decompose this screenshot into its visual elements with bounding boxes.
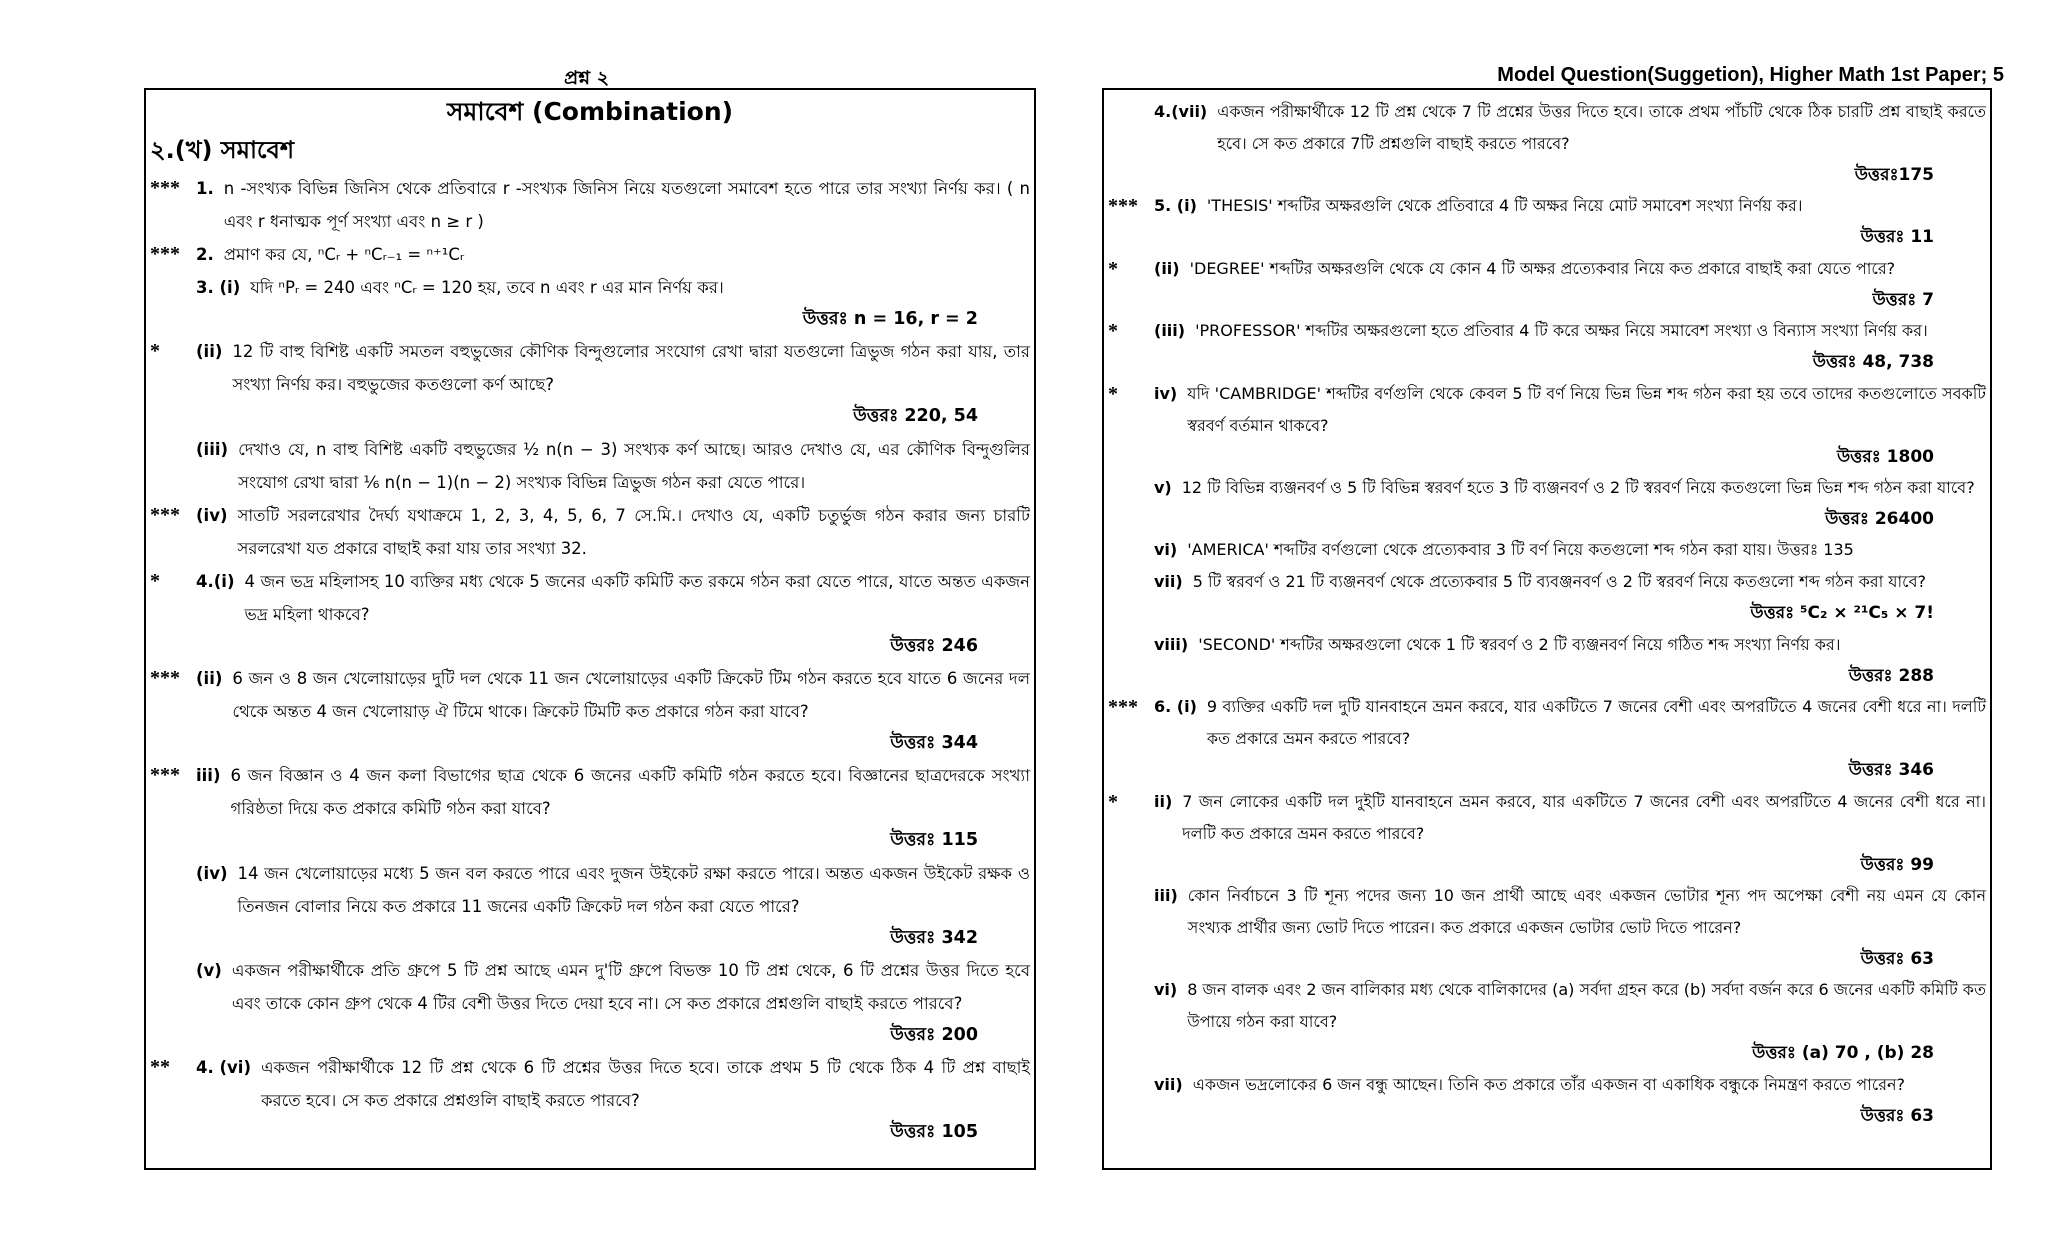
question-item — [150, 172, 1030, 238]
question-text: 'AMERICA' শব্দটির বর্ণগুলো থেকে প্রত্যেকবার 3 টি বর্ণ নিয়ে কতগুলো শব্দ গঠন করা যায়। উত্তরঃ 135 — [1187, 540, 1854, 560]
question-item — [150, 759, 1030, 825]
question-item — [150, 433, 1030, 499]
question-text: 'THESIS' শব্দটির অক্ষরগুলি থেকে প্রতিবারে 4 টি অক্ষর নিয়ে মোট সমাবেশ সংখ্যা নির্ণয় কর। — [1206, 196, 1803, 216]
importance-mark: *** — [150, 764, 180, 787]
question-number: 4.(i) — [196, 571, 235, 591]
answer-text: উত্তরঃ 246 — [890, 635, 978, 656]
answer-text: উত্তরঃ175 — [1854, 165, 1934, 185]
importance-mark: * — [1108, 257, 1118, 280]
question-text: n -সংখ্যক বিভিন্ন জিনিস থেকে প্রতিবারে r -সংখ্যক জিনিস নিয়ে যতগুলো সমাবেশ হতে পারে তার সংখ্যা নির্ণয় কর। ( n এবং r ধনাত্মক পূর্ণ সংখ্যা এবং n ≥ r ) — [223, 179, 1030, 231]
question-item — [150, 662, 1030, 728]
importance-mark: * — [150, 340, 160, 363]
question-number: (v) — [196, 961, 222, 981]
question-text: 'DEGREE' শব্দটির অক্ষরগুলি থেকে যে কোন 4 টি অক্ষর প্রত্যেকবার নিয়ে কত প্রকারে বাছাই করা যেতে পারে? — [1189, 258, 1896, 278]
question-number: ii) — [1154, 791, 1173, 811]
answer-text: উত্তরঃ 26400 — [1825, 509, 1934, 530]
question-text: 9 ব্যক্তির একটি দল দুটি যানবাহনে ভ্রমন করবে, যার একটিতে 7 জনের বেশী এবং অপরটিতে 4 জনের বেশী ধরে না। দলটি কত প্রকারে ভ্রমন করতে পারবে? — [1206, 697, 1987, 749]
right-question-list — [1108, 96, 1986, 1131]
answer-text: উত্তরঃ 7 — [1872, 289, 1934, 310]
answer-text: উত্তরঃ 115 — [890, 830, 978, 851]
question-item — [1108, 96, 1986, 160]
question-item — [1108, 190, 1986, 222]
answer-text: উত্তরঃ 1800 — [1836, 446, 1934, 467]
question-item — [150, 499, 1030, 565]
question-item — [150, 954, 1030, 1020]
section-title: সমাবেশ (Combination) — [446, 97, 734, 126]
question-item — [1108, 1069, 1986, 1101]
answer-text: উত্তরঃ 48, 738 — [1812, 352, 1934, 373]
answer-text: উত্তরঃ (a) 70 , (b) 28 — [1752, 1043, 1934, 1064]
question-text: 7 জন লোকের একটি দল দুইটি যানবাহনে ভ্রমন করবে, যার একটিতে 7 জনের বেশী এবং অপরটিতে 4 জনের বেশী ধরে না। দলটি কত প্রকারে ভ্রমন করতে পারবে? — [1182, 791, 1986, 843]
question-item — [150, 238, 1030, 271]
question-number: 3. (i) — [196, 278, 241, 297]
answer-text: উত্তরঃ 288 — [1848, 665, 1934, 686]
answer-text: উত্তরঃ 344 — [890, 733, 978, 754]
question-item — [150, 1051, 1030, 1117]
question-item — [150, 271, 1030, 304]
question-number: iii) — [1154, 886, 1178, 906]
question-number: 4.(vii) — [1154, 102, 1208, 121]
section-subtitle: ২.(খ) সমাবেশ — [150, 136, 295, 164]
left-column — [144, 88, 1036, 1170]
question-text: প্রমাণ কর যে, ⁿCᵣ + ⁿCᵣ₋₁ = ⁿ⁺¹Cᵣ — [223, 245, 465, 264]
question-text: 12 টি বাহু বিশিষ্ট একটি সমতল বহুভুজের কৌণিক বিন্দুগুলোর সংযোগ রেখা দ্বারা যতগুলো ত্রিভুজ গঠন করা যায়, তার সংখ্যা নির্ণয় কর। বহুভুজের কতগুলো কর্ণ আছে? — [232, 342, 1030, 395]
question-item — [1108, 378, 1986, 442]
question-text: 4 জন ভদ্র মহিলাসহ 10 ব্যক্তির মধ্য থেকে 5 জনের একটি কমিটি কত রকমে গঠন করা যেতে পারে, যাতে অন্তত একজন ভদ্র মহিলা থাকবে? — [244, 571, 1030, 624]
question-text: একজন ভদ্রলোকের 6 জন বন্ধু আছেন। তিনি কত প্রকারে তাঁর একজন বা একাধিক বন্ধুকে নিমন্ত্রণ করতে পারেন? — [1192, 1074, 1906, 1094]
question-number: (ii) — [196, 669, 223, 689]
question-text: 6 জন ও 8 জন খেলোয়াড়ের দুটি দল থেকে 11 জন খেলোয়াড়ের একটি ক্রিকেট টিম গঠন করতে হবে যাতে 6 জনের দল থেকে অন্তত 4 জন খেলোয়াড় ঐ টিমে থাকে। ক্রিকেট টিমটি কত প্রকারে গঠন করা যাবে? — [232, 669, 1030, 722]
question-text: একজন পরীক্ষার্থীকে 12 টি প্রশ্ন থেকে 7 টি প্রশ্নের উত্তর দিতে হবে। তাকে প্রথম পাঁচটি থেকে ঠিক চারটি প্রশ্ন বাছাই করতে হবে। সে কত প্রকারে 7টি প্রশ্নগুলি বাছাই করতে পারবে? — [1217, 102, 1986, 153]
question-item — [1108, 786, 1986, 850]
answer-text: উত্তরঃ ⁵C₂ × ²¹C₅ × 7! — [1750, 603, 1934, 624]
question-item — [150, 565, 1030, 631]
question-number: vii) — [1154, 1074, 1183, 1094]
question-text: একজন পরীক্ষার্থীকে 12 টি প্রশ্ন থেকে 6 টি প্রশ্নের উত্তর দিতে হবে। তাকে প্রথম 5 টি থেকে ঠিক 4 টি প্রশ্ন বাছাই করতে হবে। সে কত প্রকারে প্রশ্নগুলি বাছাই করতে পারবে? — [261, 1058, 1030, 1111]
importance-mark: * — [1108, 790, 1118, 813]
importance-mark: *** — [1108, 195, 1138, 218]
importance-mark: * — [1108, 320, 1118, 343]
question-number: v) — [1154, 478, 1172, 498]
question-text: 'SECOND' শব্দটির অক্ষরগুলো থেকে 1 টি স্বরবর্ণ ও 2 টি ব্যঞ্জনবর্ণ নিয়ে গঠিত শব্দ সংখ্যা নির্ণয় কর। — [1198, 634, 1841, 654]
page-header-right: Model Question(Suggetion), Higher Math 1st Paper; 5 — [1497, 64, 2004, 86]
question-number: 5. (i) — [1154, 196, 1197, 216]
importance-mark: *** — [150, 243, 180, 265]
answer-text: উত্তরঃ 11 — [1860, 227, 1934, 248]
question-number: iii) — [196, 766, 221, 786]
question-item — [1108, 974, 1986, 1038]
question-item — [1108, 472, 1986, 504]
answer-text: উত্তরঃ 346 — [1848, 760, 1934, 781]
question-item — [1108, 534, 1986, 566]
question-number: 2. — [196, 245, 214, 264]
importance-mark: *** — [150, 177, 180, 199]
answer-text: উত্তরঃ 105 — [890, 1122, 978, 1143]
page-header-left: প্রশ্ন ২ — [564, 67, 610, 89]
question-item — [1108, 315, 1986, 347]
question-item — [1108, 691, 1986, 755]
question-item — [1108, 880, 1986, 944]
question-text: 5 টি স্বরবর্ণ ও 21 টি ব্যঞ্জনবর্ণ থেকে প্রত্যেকবার 5 টি ব্যবঞ্জনবর্ণ ও 2 টি স্বরবর্ণ নিয়ে কতগুলো শব্দ গঠন করা যাবে? — [1192, 572, 1926, 592]
answer-text: উত্তরঃ 99 — [1860, 854, 1934, 875]
answer-text: উত্তরঃ 63 — [1860, 949, 1934, 970]
question-item — [1108, 566, 1986, 598]
importance-mark: ** — [150, 1056, 170, 1079]
question-number: vi) — [1154, 980, 1178, 1000]
question-number: 6. (i) — [1154, 697, 1197, 717]
question-number: 4. (vi) — [196, 1058, 251, 1078]
question-number: viii) — [1154, 634, 1189, 654]
question-number: iv) — [1154, 383, 1178, 403]
question-number: vii) — [1154, 572, 1183, 592]
question-text: দেখাও যে, n বাহু বিশিষ্ট একটি বহুভুজের ½ n(n − 3) সংখ্যক কর্ণ আছে। আরও দেখাও যে, এর কৌণিক বিন্দুগুলির সংযোগ রেখা দ্বারা ⅙ n(n − 1)(n − 2) সংখ্যক বিভিন্ন ত্রিভুজ গঠন করা যেতে পারে। — [238, 439, 1030, 492]
answer-text: উত্তরঃ 200 — [890, 1025, 978, 1046]
question-text: 14 জন খেলোয়াড়ের মধ্যে 5 জন বল করতে পারে এবং দুজন উইকেট রক্ষা করতে পারে। অন্তত একজন উইকেট রক্ষক ও তিনজন বোলার নিয়ে কত প্রকারে 11 জনের একটি ক্রিকেট দল গঠন করা যেতে পারে? — [237, 863, 1030, 916]
answer-text: উত্তরঃ 342 — [890, 927, 978, 948]
question-text: একজন পরীক্ষার্থীকে প্রতি গ্রুপে 5 টি প্রশ্ন আছে এমন দু'টি গ্রুপে বিভক্ত 10 টি প্রশ্ন থেকে, 6 টি প্রশ্নের উত্তর দিতে হবে এবং তাকে কোন গ্রুপ থেকে 4 টির বেশী উত্তর দিতে দেয়া হবে না। সে কত প্রকারে প্রশ্নগুলি বাছাই করতে পারবে? — [231, 961, 1030, 1014]
answer-text: উত্তরঃ 63 — [1860, 1105, 1934, 1126]
question-item — [1108, 629, 1986, 661]
question-number: (iii) — [196, 439, 229, 459]
question-text: যদি ⁿPᵣ = 240 এবং ⁿCᵣ = 120 হয়, তবে n এবং r এর মান নির্ণয় কর। — [250, 278, 724, 297]
importance-mark: * — [1108, 382, 1118, 405]
question-text: 6 জন বিজ্ঞান ও 4 জন কলা বিভাগের ছাত্র থেকে 6 জনের একটি কমিটি গঠন করতে হবে। বিজ্ঞানের ছাত্রদেরকে সংখ্যা গরিষ্ঠতা দিয়ে কত প্রকারে কমিটি গঠন করা যাবে? — [230, 766, 1030, 819]
question-text: 12 টি বিভিন্ন ব্যঞ্জনবর্ণ ও 5 টি বিভিন্ন স্বরবর্ণ হতে 3 টি ব্যঞ্জনবর্ণ ও 2 টি স্বরবর্ণ নিয়ে কতগুলো ভিন্ন ভিন্ন শব্দ গঠন করা যাবে? — [1181, 478, 1975, 498]
answer-text: উত্তরঃ 220, 54 — [853, 406, 978, 427]
question-item — [150, 335, 1030, 401]
question-number: vi) — [1154, 540, 1178, 560]
question-number: 1. — [196, 179, 214, 198]
importance-mark: *** — [150, 667, 180, 690]
importance-mark: *** — [150, 503, 180, 526]
question-text: যদি 'CAMBRIDGE' শব্দটির বর্ণগুলি থেকে কেবল 5 টি বর্ণ নিয়ে ভিন্ন ভিন্ন শব্দ গঠন করা হয় তবে তাদের কতগুলোতে সবকটি স্বরবর্ণ বর্তমান থাকবে? — [1187, 383, 1986, 435]
question-item — [150, 857, 1030, 923]
question-text: সাতটি সরলরেখার দৈর্ঘ্য যথাক্রমে 1, 2, 3, 4, 5, 6, 7 সে.মি.। দেখাও যে, একটি চতুর্ভুজ গঠন করার জন্য চারটি সরলরেখা যত প্রকারে বাছাই করা যায় তার সংখ্যা 32. — [237, 505, 1030, 558]
question-item — [1108, 253, 1986, 285]
left-question-list — [150, 172, 1030, 1149]
question-number: (iv) — [196, 863, 228, 883]
right-column — [1102, 88, 1992, 1170]
importance-mark: * — [150, 569, 160, 592]
question-text: 'PROFESSOR' শব্দটির অক্ষরগুলো হতে প্রতিবার 4 টি করে অক্ষর নিয়ে সমাবেশ সংখ্যা ও বিন্যাস সংখ্যা নির্ণয় কর। — [1195, 321, 1928, 341]
question-number: (ii) — [1154, 258, 1180, 278]
question-number: (iii) — [1154, 321, 1186, 341]
question-number: (ii) — [196, 342, 223, 362]
question-number: (iv) — [196, 505, 228, 525]
question-text: 8 জন বালক এবং 2 জন বালিকার মধ্য থেকে বালিকাদের (a) সর্বদা গ্রহন করে (b) সর্বদা বর্জন করে 6 জনের একটি কমিটি কত উপায়ে গঠন করা যাবে? — [1187, 980, 1986, 1032]
question-text: কোন নির্বাচনে 3 টি শূন্য পদের জন্য 10 জন প্রার্থী আছে এবং একজন ভোটার শূন্য পদ অপেক্ষা বেশী নয় এমন যে কোন সংখ্যক প্রার্থীর জন্য ভোট দিতে পারেন। কত প্রকারে একজন ভোটার ভোট দিতে পারেন? — [1187, 886, 1986, 938]
importance-mark: *** — [1108, 696, 1138, 719]
answer-text: উত্তরঃ n = 16, r = 2 — [802, 309, 978, 329]
